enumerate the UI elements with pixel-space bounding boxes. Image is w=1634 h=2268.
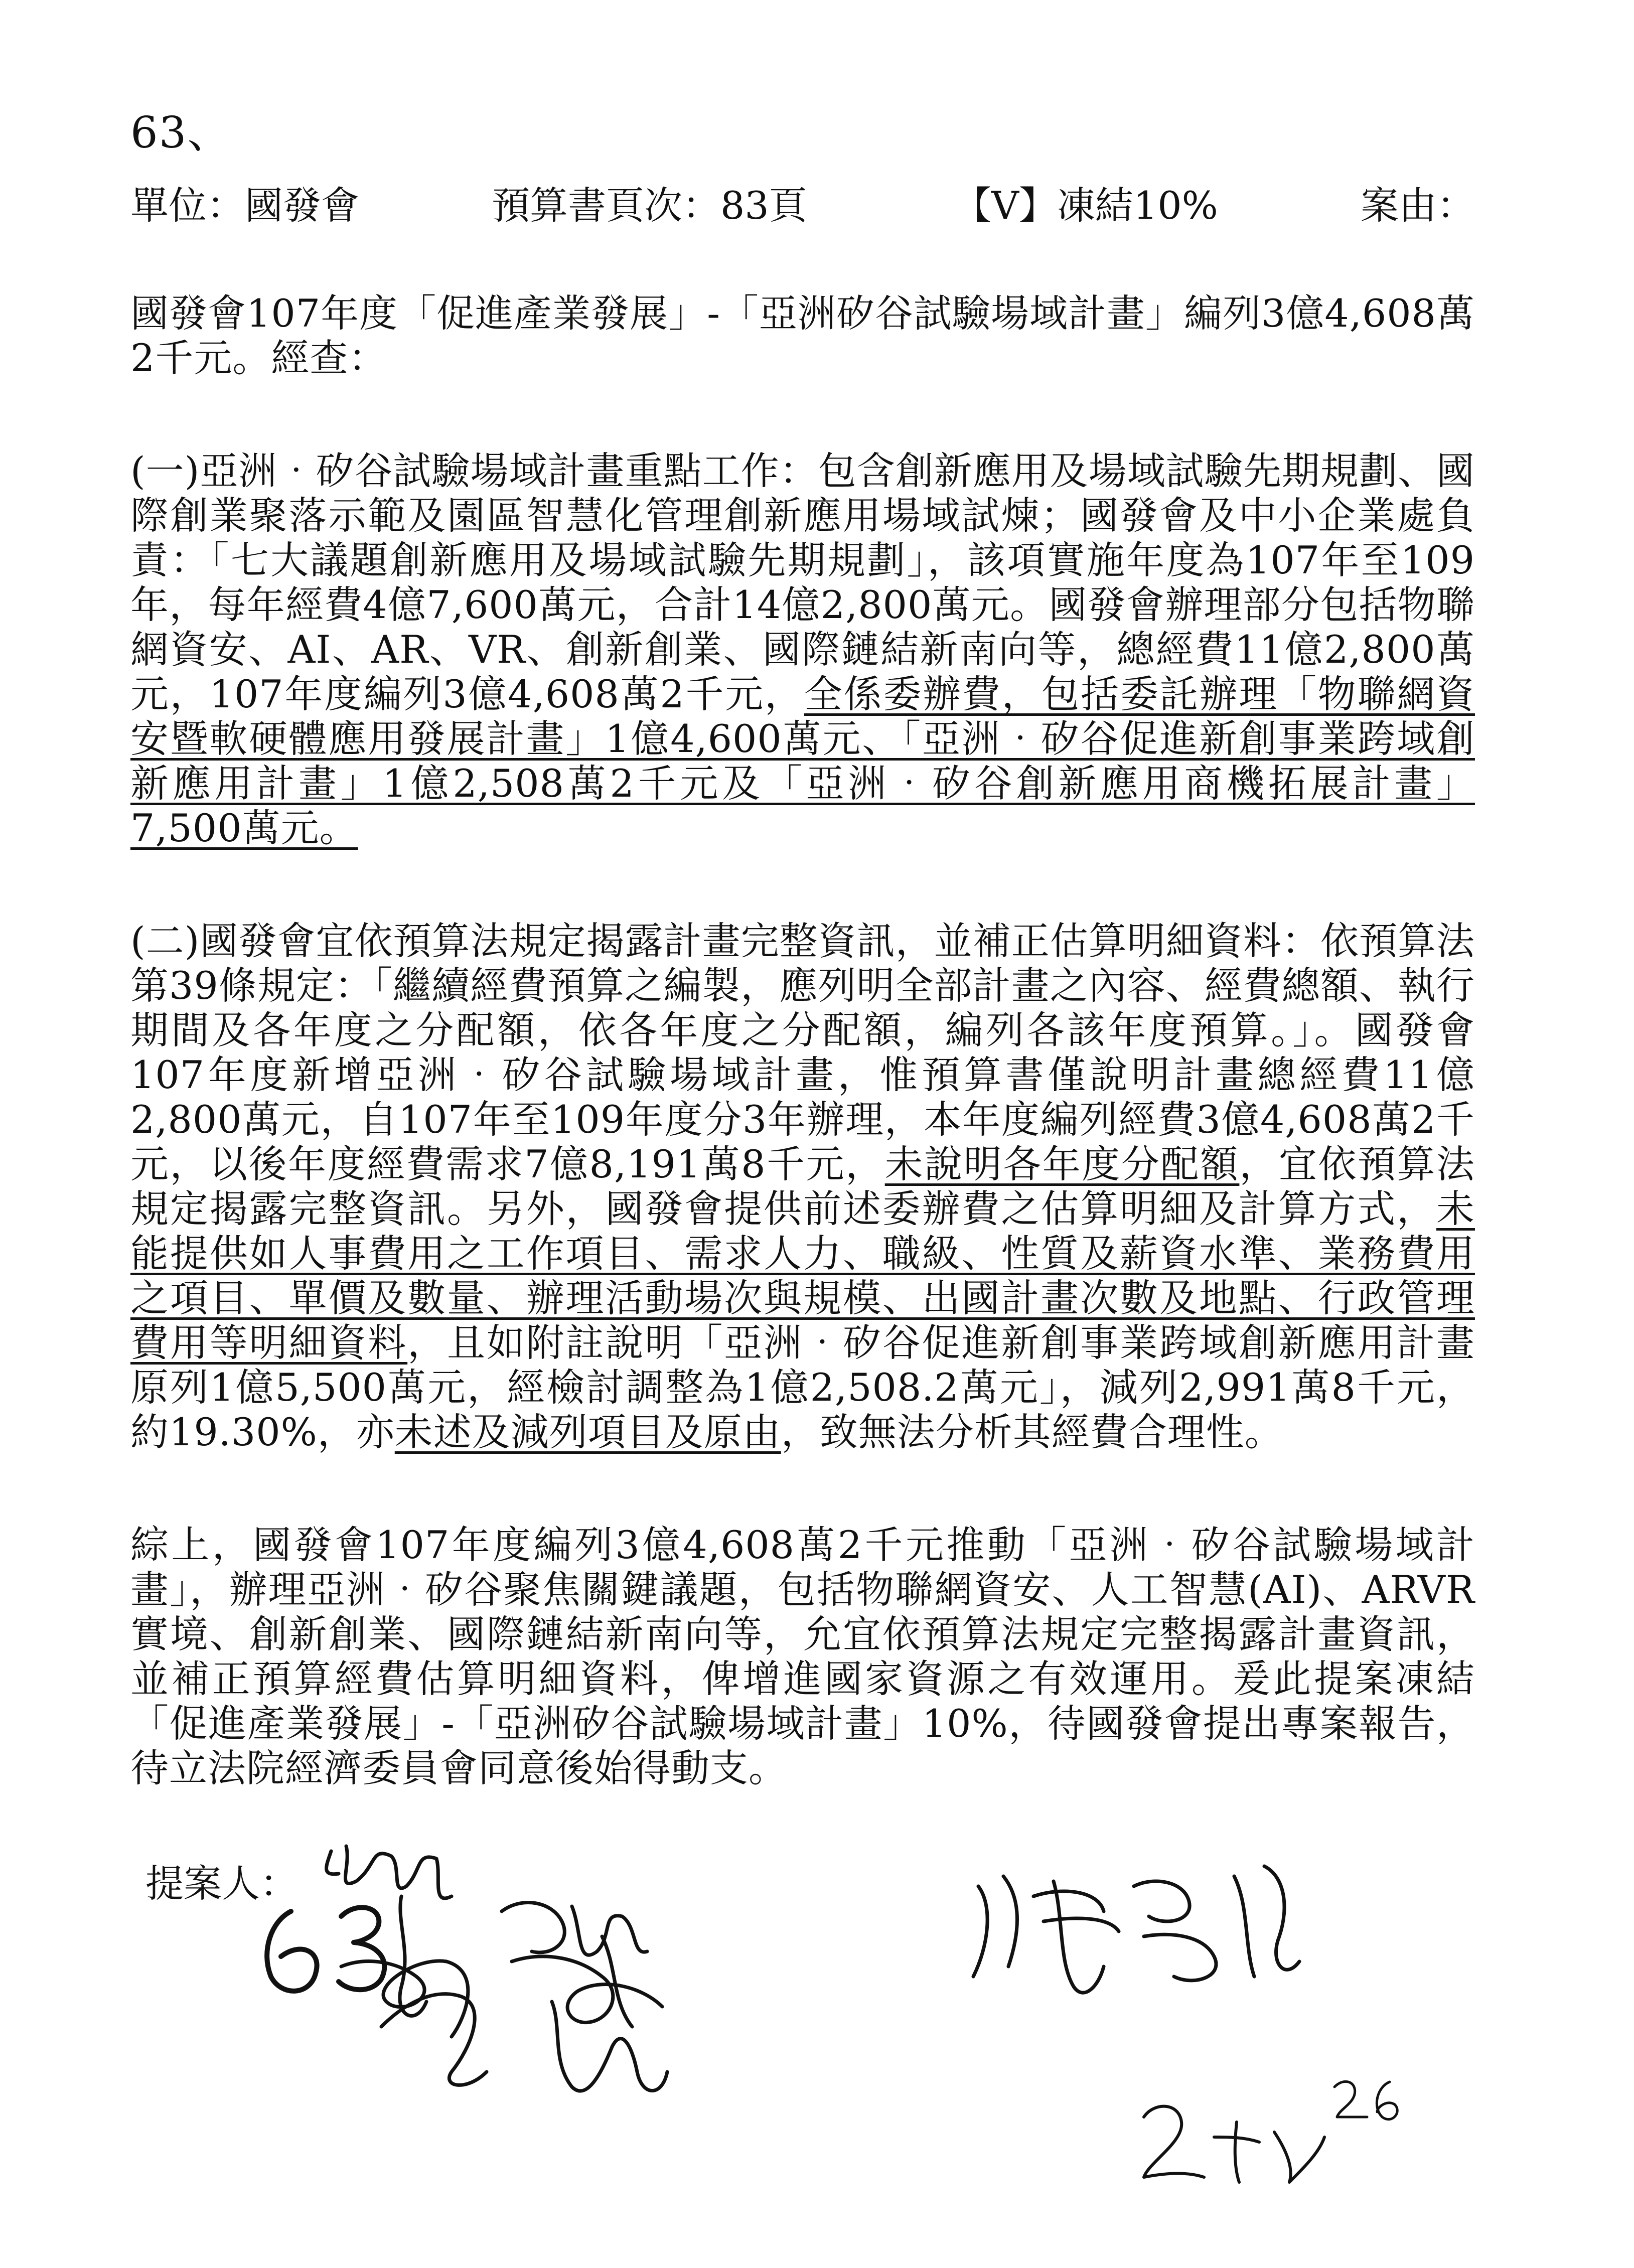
header-row	[130, 181, 1475, 231]
section-1-text-a: (一)亞洲‧矽谷試驗場域計畫重點工作：包含創新應用及場域試驗先期規劃、國際創業聚落示範及園區智慧化管理創新應用場域試煉；國發會及中小企業處負責：「七大議題創新應用及場域試驗先期規劃」，該項實施年度為107年至109年，每年經費4億7,600萬元，合計14億2,800萬元。國發會辦理部分包括物聯網資安、AI、AR、VR、創新創業、國際鏈結新南向等，總經費11億2,800萬元，107年度編列3億4,608萬2千元，	[130, 448, 1475, 716]
section-2-text-a: (二)國發會宜依預算法規定揭露計畫完整資訊，並補正估算明細資料：依預算法第39條規定：「繼續經費預算之編製，應列明全部計畫之內容、經費總額、執行期間及各年度之分配額，依各年度之分配額，編列各該年度預算。」。國發會107年度新增亞洲‧矽谷試驗場域計畫，惟預算書僅說明計畫總經費11億2,800萬元，自107年至109年度分3年辦理，本年度編列經費3億4,608萬2千元，以後年度經費需求7億8,191萬8千元，	[130, 919, 1475, 1186]
section-2-text-g: ，致無法分析其經費合理性。	[781, 1410, 1283, 1454]
item-number: 63、	[130, 108, 232, 158]
section-1-underlined-text: 全係委辦費，包括委託辦理「物聯網資安暨軟硬體應用發展計畫」1億4,600萬元、「亞洲‧矽谷促進新創事業跨域創新應用計畫」1億2,508萬2千元及「亞洲‧矽谷創新應用商機拓展計畫」7,500萬元。	[130, 672, 1475, 850]
section-2-underlined-reduction: 未述及減列項目及原由	[394, 1410, 781, 1454]
document-body	[130, 105, 1475, 1909]
conclusion-text: 綜上，國發會107年度編列3億4,608萬2千元推動「亞洲‧矽谷試驗場域計畫」，辦理亞洲‧矽谷聚焦關鍵議題，包括物聯網資安、人工智慧(AI)、ARVR實境、創新創業、國際鏈結新南向等，允宜依預算法規定完整揭露計畫資訊，並補正預算經費估算明細資料，俾增進國家資源之有效運用。爰此提案凍結「促進產業發展」-「亞洲矽谷試驗場域計畫」10%，待國發會提出專案報告，待立法院經濟委員會同意後始得動支。	[130, 1523, 1475, 1790]
freeze-label: 【V】凍結10%	[953, 183, 1218, 228]
case-label: 案由：	[1361, 183, 1475, 228]
signature-1	[327, 1846, 487, 2085]
handwritten-signatures	[251, 1836, 1555, 2247]
unit-label: 單位：國發會	[130, 183, 359, 228]
section-2-paragraph	[130, 919, 1475, 1454]
handwritten-item-number	[267, 1907, 384, 1991]
signature-area	[251, 1836, 1555, 2247]
section-2-text-e: ，且如附註說明「亞洲‧矽谷促進新創事業跨域創新應用計畫原列1億5,500萬元，經檢討調整為1億2,508.2萬元」，減列2,991萬8千元，約19.30%，亦	[130, 1320, 1475, 1454]
signature-3	[973, 1866, 1299, 1993]
proposer-label: 提案人：	[145, 1861, 298, 1906]
intro-paragraph	[130, 291, 1475, 380]
section-2-underlined-details: 未能提供如人事費用之工作項目、需求人力、職級、性質及薪資水準、業務費用之項目、單價及數量、辦理活動場次與規模、出國計畫次數及地點、行政管理費用等明細資料	[130, 1186, 1475, 1365]
handwritten-date-mark	[1144, 2081, 1397, 2182]
conclusion-paragraph	[130, 1523, 1475, 1790]
budget-page-label: 預算書頁次：83頁	[492, 183, 807, 228]
section-2-underlined-allocation: 未說明各年度分配額	[884, 1142, 1240, 1186]
signature-2	[502, 1903, 667, 2091]
intro-text: 國發會107年度「促進產業發展」-「亞洲矽谷試驗場域計畫」編列3億4,608萬2千元。經查：	[130, 291, 1475, 380]
section-1-paragraph	[130, 448, 1475, 850]
section-2-text-c: ，宜依預算法規定揭露完整資訊。另外，國發會提供前述委辦費之估算明細及計算方式，	[130, 1142, 1475, 1231]
